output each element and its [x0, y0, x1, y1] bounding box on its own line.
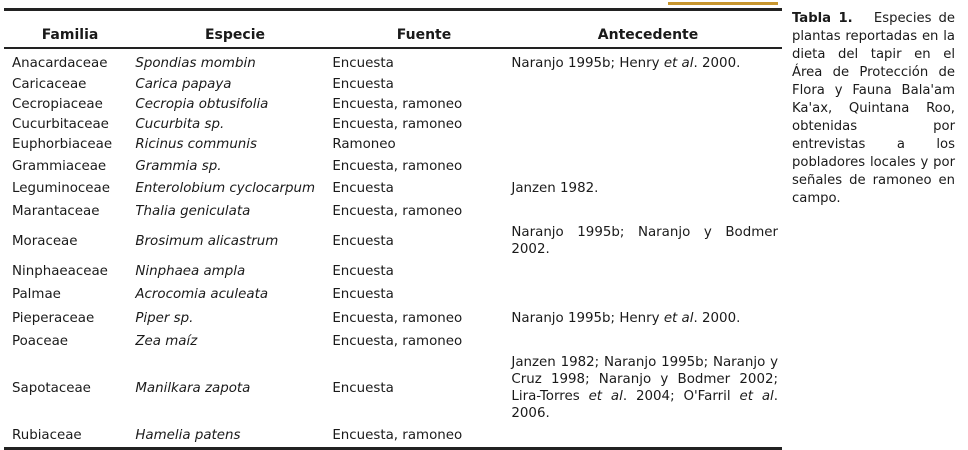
cell-especie: Thalia geniculata [135, 203, 251, 219]
cell-fuente: Encuesta, ramoneo [332, 427, 463, 443]
species-table [4, 8, 782, 450]
cell-fuente: Encuesta [332, 76, 394, 92]
cell-fuente: Encuesta, ramoneo [332, 310, 463, 326]
cell-fuente: Encuesta [332, 233, 394, 249]
cell-especie: Grammia sp. [135, 158, 222, 174]
cell-familia: Moraceae [12, 233, 78, 249]
cell-fuente: Encuesta, ramoneo [332, 158, 463, 174]
header-fuente: Fuente [396, 27, 452, 43]
cell-familia: Cucurbitaceae [12, 116, 109, 132]
cell-fuente: Encuesta, ramoneo [332, 116, 463, 132]
cell-especie: Brosimum alicastrum [135, 233, 279, 249]
cell-familia: Marantaceae [12, 203, 100, 219]
cell-especie: Carica papaya [135, 76, 232, 92]
cell-familia: Cecropiaceae [12, 96, 103, 112]
table-row [4, 74, 782, 94]
header-familia: Familia [41, 27, 99, 43]
table-row [4, 283, 782, 306]
cell-antecedente: Janzen 1982. [511, 180, 599, 196]
cell-fuente: Encuesta [332, 287, 394, 302]
table-row [4, 223, 782, 259]
table-caption [792, 10, 955, 208]
cell-familia: Palmae [12, 287, 61, 302]
cell-especie: Cecropia obtusifolia [135, 96, 269, 112]
cell-especie: Ninphaea ampla [135, 263, 246, 279]
table-row [4, 353, 782, 423]
table-row [4, 94, 782, 114]
table-body [4, 49, 782, 447]
cell-fuente: Encuesta [332, 380, 394, 396]
table-row [4, 330, 782, 353]
table-top-rule [4, 8, 782, 11]
cell-fuente: Ramoneo [332, 137, 396, 152]
accent-rule [668, 2, 778, 5]
table-row [4, 199, 782, 223]
cell-familia: Euphorbiaceae [12, 137, 113, 152]
cell-especie: Cucurbita sp. [135, 116, 225, 132]
cell-especie: Enterolobium cyclocarpum [135, 180, 316, 196]
table-row [4, 134, 782, 155]
cell-fuente: Encuesta [332, 55, 394, 71]
table-row [4, 155, 782, 177]
cell-fuente: Encuesta [332, 263, 394, 279]
cell-familia: Rubiaceae [12, 427, 82, 443]
cell-especie: Hamelia patens [135, 427, 241, 443]
cell-especie: Piper sp. [135, 310, 194, 326]
cell-fuente: Encuesta, ramoneo [332, 334, 463, 349]
cell-antecedente: Naranjo 1995b; Naranjo y Bodmer 2002. [511, 225, 778, 257]
table-row [4, 114, 782, 134]
cell-familia: Ninphaeaceae [12, 263, 108, 279]
cell-especie: Manilkara zapota [135, 380, 251, 396]
caption-label: Tabla 1. [792, 11, 853, 26]
cell-antecedente: Janzen 1982; Naranjo 1995b; Naranjo y Cruz 1998; Naranjo y Bodmer 2002; Lira-Torres et al. 2004; O'Farril et al. 2006. [511, 355, 779, 421]
caption-text: Especies de plantas reportadas en la dieta del tapir en el Área de Protección de Flora y Fauna Bala'am Ka'ax, Quintana Roo, obtenidas por entrevistas a los pobladores locales y por señales de ramoneo en campo. [792, 11, 955, 206]
header-especie: Especie [204, 27, 265, 43]
header-antecedente: Antecedente [597, 27, 699, 43]
cell-familia: Poaceae [12, 334, 69, 349]
cell-familia: Sapotaceae [12, 380, 91, 396]
table-row [4, 306, 782, 330]
cell-antecedente: Naranjo 1995b; Henry et al. 2000. [511, 310, 741, 326]
table-row [4, 177, 782, 199]
cell-fuente: Encuesta, ramoneo [332, 96, 463, 112]
cell-especie: Zea maíz [135, 334, 198, 349]
table-row [4, 423, 782, 447]
cell-antecedente: Naranjo 1995b; Henry et al. 2000. [511, 55, 741, 71]
cell-familia: Anacardaceae [12, 55, 108, 71]
table-row [4, 259, 782, 283]
cell-familia: Caricaceae [12, 76, 87, 92]
table-header-row [4, 17, 782, 43]
cell-fuente: Encuesta [332, 180, 394, 196]
cell-fuente: Encuesta, ramoneo [332, 203, 463, 219]
cell-especie: Spondias mombin [135, 55, 256, 71]
cell-familia: Pieperaceae [12, 310, 95, 326]
cell-especie: Acrocomia aculeata [135, 287, 269, 302]
cell-familia: Leguminoceae [12, 180, 110, 196]
cell-familia: Grammiaceae [12, 158, 107, 174]
cell-especie: Ricinus communis [135, 137, 257, 152]
table-row [4, 52, 782, 74]
